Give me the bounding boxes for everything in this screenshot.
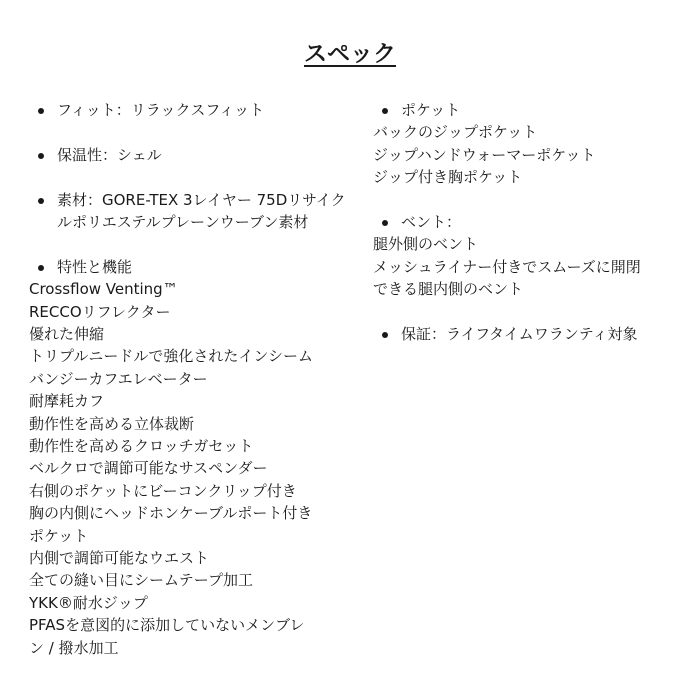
bullet-dot-icon [382,332,388,338]
feature-line: 動作性を高めるクロッチガセット [29,437,254,456]
spec-item-vents-heading [373,211,683,233]
spec-column-left [29,99,347,659]
spec-item-pockets-heading [373,99,683,121]
feature-line: バンジーカフエレベーター [29,369,208,388]
feature-line: ポケット [29,526,89,545]
spec-column-right [373,99,683,345]
spec-item-fit [29,99,347,121]
vent-line: 腿外側のベント [373,235,479,254]
feature-line: YKK®耐水ジップ [29,593,148,612]
feature-line: 優れた伸縮 [29,325,105,344]
feature-line: 動作性を高める立体裁断 [29,414,195,433]
feature-line: 内側で調節可能なウエスト [29,549,210,568]
features-heading-text: 特性と機能 [57,257,133,276]
vent-line: メッシュライナー付きでスムーズに開閉 [373,257,641,276]
feature-line: RECCOリフレクター [29,302,171,321]
feature-line: Crossflow Venting™ [29,280,178,299]
bullet-dot-icon [382,220,388,226]
feature-line: ン / 撥水加工 [29,638,119,657]
pockets-heading-text: ポケット [401,101,461,119]
bullet-dot-icon [382,108,388,114]
feature-line: トリプルニードルで強化されたインシーム [29,347,314,366]
page-title-text: スペック [304,41,396,67]
vent-line: できる腿内側のベント [373,280,524,299]
spec-item-warmth [29,144,347,166]
warranty-text: 保証：ライフタイムワランティ対象 [401,325,638,344]
spec-item-warmth-text: 保温性：シェル [57,145,162,164]
spec-item-material [29,189,347,234]
spec-item-warranty [373,323,683,345]
pocket-line: ジップハンドウォーマーポケット [373,145,596,164]
feature-line: PFASを意図的に添加していないメンブレ [29,616,305,635]
feature-line: 全ての縫い目にシームテープ加工 [29,571,253,590]
spec-item-fit-text: フィット：リラックスフィット [57,101,265,119]
bullet-dot-icon [38,108,44,114]
spec-item-material-text: 素材：GORE-TEX 3レイヤー 75Dリサイクルポリエステルプレーンウーブン素材 [57,190,346,231]
bullet-dot-icon [38,153,44,159]
spec-item-features-heading [29,256,347,278]
bullet-dot-icon [38,265,44,271]
vents-heading-text: ベント： [401,213,462,232]
feature-line: 右側のポケットにビーコンクリップ付き [29,481,297,500]
feature-line: 耐摩耗カフ [29,392,105,411]
bullet-dot-icon [38,198,44,204]
page-title [0,38,700,70]
feature-line: ベルクロで調節可能なサスペンダー [29,459,268,478]
feature-line: 胸の内側にヘッドホンケーブルポート付き [29,504,313,523]
pocket-line: ジップ付き胸ポケット [373,168,523,187]
pocket-line: バックのジップポケット [373,123,538,142]
